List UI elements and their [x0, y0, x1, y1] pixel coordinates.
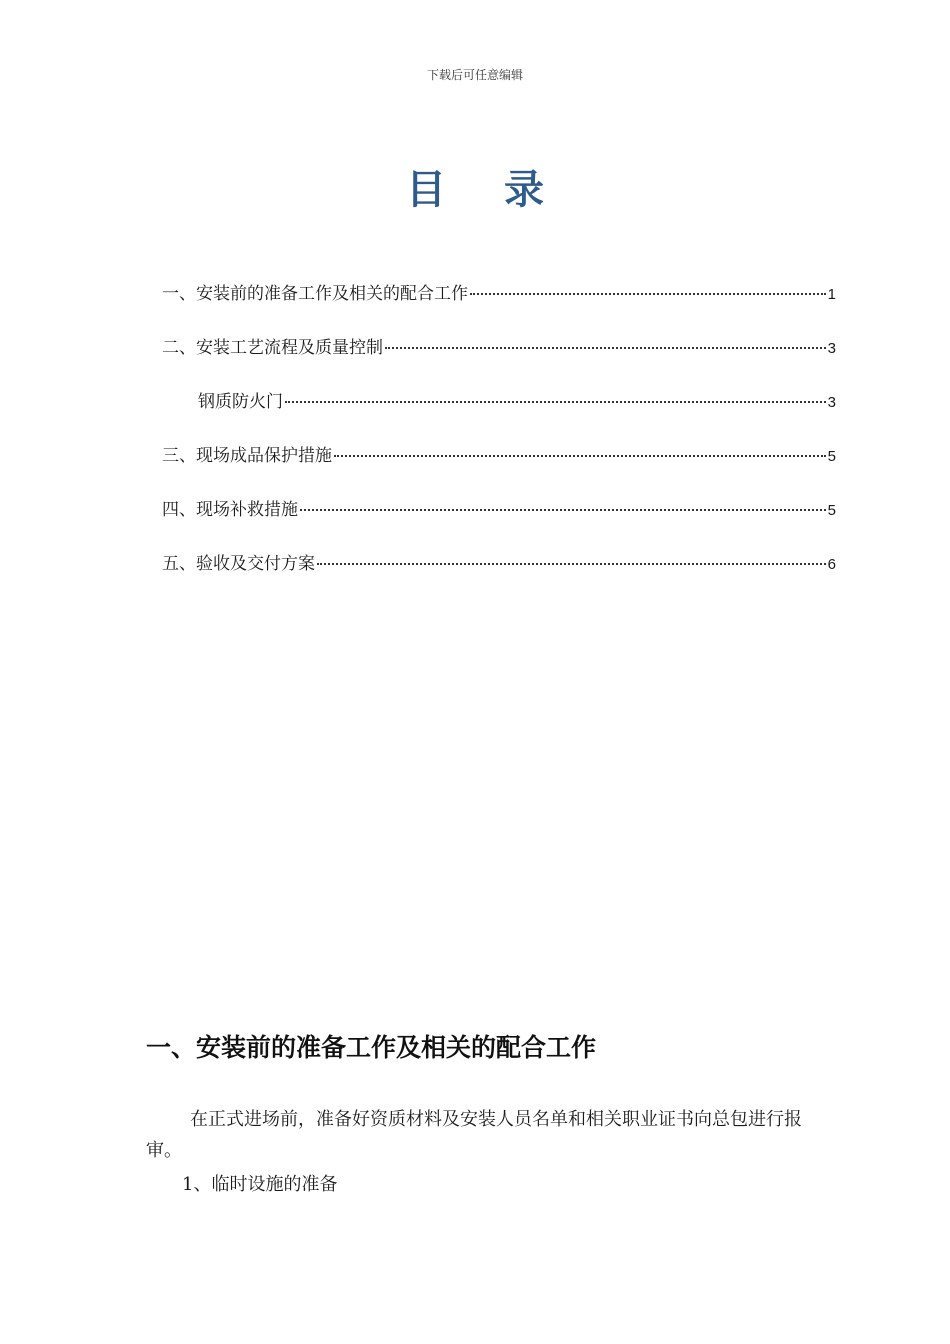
toc-entry[interactable] — [162, 441, 836, 495]
toc-leader — [470, 293, 826, 295]
toc-entry-text: 钢质防火门 — [198, 392, 283, 412]
toc-title: 目 录 — [406, 166, 566, 213]
toc-leader — [334, 455, 826, 457]
toc-entry[interactable] — [162, 279, 836, 333]
toc-entry-sub[interactable] — [162, 387, 836, 441]
section-heading: 一、安装前的准备工作及相关的配合工作 — [146, 1033, 597, 1062]
toc-entry-page: 5 — [827, 502, 836, 519]
toc-entry[interactable] — [162, 495, 836, 549]
toc-leader — [385, 347, 826, 349]
toc-entry-text: 四、现场补救措施 — [162, 500, 298, 520]
toc-entry-text: 一、安装前的准备工作及相关的配合工作 — [162, 284, 468, 304]
toc-entry[interactable] — [162, 333, 836, 387]
toc-entry-text: 二、安装工艺流程及质量控制 — [162, 338, 383, 358]
toc-entry-page: 6 — [827, 556, 836, 573]
toc-entry[interactable] — [162, 549, 836, 603]
toc-entry-page: 5 — [827, 448, 836, 465]
toc-entry-text: 三、现场成品保护措施 — [162, 446, 332, 466]
toc-entry-page: 3 — [827, 394, 836, 411]
toc-entry-page: 1 — [827, 286, 836, 303]
toc-entry-text: 五、验收及交付方案 — [162, 554, 315, 574]
toc-leader — [300, 509, 826, 511]
toc-leader — [285, 401, 826, 403]
toc-leader — [317, 563, 826, 565]
body-list-item: 1、临时设施的准备 — [182, 1174, 338, 1195]
body-paragraph: 在正式进场前，准备好资质材料及安装人员名单和相关职业证书向总包进行报审。 — [146, 1109, 802, 1161]
page-header: 下载后可任意编辑 — [426, 68, 523, 82]
table-of-contents — [162, 279, 836, 603]
toc-entry-page: 3 — [827, 340, 836, 357]
